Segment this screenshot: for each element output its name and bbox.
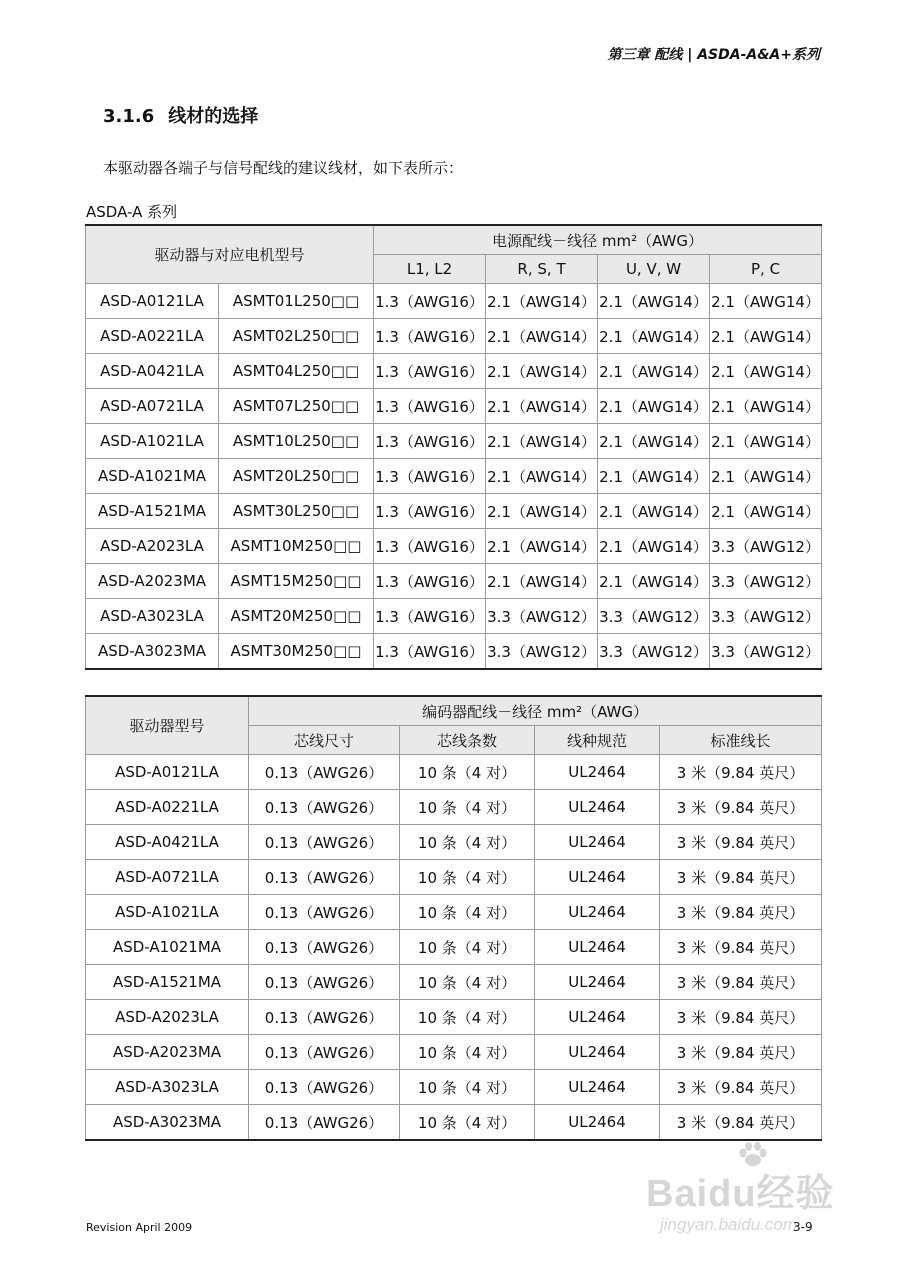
- rst-cell: 2.1（AWG14）: [486, 284, 598, 319]
- wire-size-cell: 0.13（AWG26）: [249, 930, 400, 965]
- drive-model-cell: ASD-A0421LA: [86, 825, 249, 860]
- l1-l2-cell: 1.3（AWG16）: [374, 494, 486, 529]
- pc-cell: 2.1（AWG14）: [710, 319, 822, 354]
- wire-spec-cell: UL2464: [535, 860, 660, 895]
- drive-model-cell: ASD-A3023LA: [86, 599, 219, 634]
- drive-model-cell: ASD-A2023MA: [86, 1035, 249, 1070]
- drive-model-cell: ASD-A1021LA: [86, 424, 219, 459]
- drive-model-cell: ASD-A1521MA: [86, 494, 219, 529]
- drive-model-cell: ASD-A1021MA: [86, 459, 219, 494]
- l1-l2-cell: 1.3（AWG16）: [374, 459, 486, 494]
- l1-l2-cell: 1.3（AWG16）: [374, 529, 486, 564]
- drive-model-cell: ASD-A1021LA: [86, 895, 249, 930]
- motor-model-cell: ASMT20L250□□: [219, 459, 374, 494]
- watermark-brand: Baidu经验: [646, 1173, 835, 1215]
- table-row: [86, 564, 822, 599]
- uvw-cell: 3.3（AWG12）: [598, 634, 710, 670]
- power-subheader: L1, L2: [374, 255, 486, 284]
- motor-model-cell: ASMT04L250□□: [219, 354, 374, 389]
- chapter-header: 第三章 配线 | ASDA-A&A+系列: [607, 47, 820, 63]
- pc-cell: 3.3（AWG12）: [710, 599, 822, 634]
- wire-size-cell: 0.13（AWG26）: [249, 965, 400, 1000]
- standard-length-cell: 3 米（9.84 英尺）: [660, 965, 822, 1000]
- drive-model-cell: ASD-A3023LA: [86, 1070, 249, 1105]
- rst-cell: 2.1（AWG14）: [486, 354, 598, 389]
- wire-size-cell: 0.13（AWG26）: [249, 755, 400, 790]
- encoder-col1-header: 驱动器型号: [86, 696, 249, 755]
- wire-spec-cell: UL2464: [535, 825, 660, 860]
- wire-size-cell: 0.13（AWG26）: [249, 1035, 400, 1070]
- wire-size-cell: 0.13（AWG26）: [249, 895, 400, 930]
- table-row: [86, 1070, 822, 1105]
- table-row: [86, 965, 822, 1000]
- rst-cell: 2.1（AWG14）: [486, 424, 598, 459]
- standard-length-cell: 3 米（9.84 英尺）: [660, 1070, 822, 1105]
- standard-length-cell: 3 米（9.84 英尺）: [660, 790, 822, 825]
- l1-l2-cell: 1.3（AWG16）: [374, 284, 486, 319]
- uvw-cell: 2.1（AWG14）: [598, 424, 710, 459]
- motor-model-cell: ASMT10L250□□: [219, 424, 374, 459]
- standard-length-cell: 3 米（9.84 英尺）: [660, 930, 822, 965]
- rst-cell: 2.1（AWG14）: [486, 459, 598, 494]
- encoder-subheader: 标准线长: [660, 726, 822, 755]
- uvw-cell: 3.3（AWG12）: [598, 599, 710, 634]
- section-title-text: 线材的选择: [168, 106, 259, 127]
- wire-count-cell: 10 条（4 对）: [400, 965, 535, 1000]
- table-row: [86, 634, 822, 670]
- wire-spec-cell: UL2464: [535, 965, 660, 1000]
- standard-length-cell: 3 米（9.84 英尺）: [660, 755, 822, 790]
- pc-cell: 3.3（AWG12）: [710, 634, 822, 670]
- wire-count-cell: 10 条（4 对）: [400, 790, 535, 825]
- uvw-cell: 2.1（AWG14）: [598, 284, 710, 319]
- wire-count-cell: 10 条（4 对）: [400, 1000, 535, 1035]
- pc-cell: 2.1（AWG14）: [710, 424, 822, 459]
- wire-spec-cell: UL2464: [535, 930, 660, 965]
- encoder-group-header: 编码器配线－线径 mm²（AWG）: [249, 696, 822, 726]
- wire-count-cell: 10 条（4 对）: [400, 930, 535, 965]
- wire-count-cell: 10 条（4 对）: [400, 895, 535, 930]
- pc-cell: 3.3（AWG12）: [710, 564, 822, 599]
- rst-cell: 2.1（AWG14）: [486, 494, 598, 529]
- wire-spec-cell: UL2464: [535, 1000, 660, 1035]
- series-label: ASDA-A 系列: [86, 203, 178, 221]
- rst-cell: 2.1（AWG14）: [486, 319, 598, 354]
- table-row: [86, 930, 822, 965]
- l1-l2-cell: 1.3（AWG16）: [374, 354, 486, 389]
- power-wiring-table: [85, 224, 822, 670]
- wire-size-cell: 0.13（AWG26）: [249, 1000, 400, 1035]
- baidu-watermark: [640, 1140, 880, 1240]
- drive-model-cell: ASD-A2023MA: [86, 564, 219, 599]
- l1-l2-cell: 1.3（AWG16）: [374, 319, 486, 354]
- wire-spec-cell: UL2464: [535, 895, 660, 930]
- wire-spec-cell: UL2464: [535, 1070, 660, 1105]
- pc-cell: 2.1（AWG14）: [710, 354, 822, 389]
- revision-label: Revision April 2009: [86, 1221, 193, 1234]
- wire-size-cell: 0.13（AWG26）: [249, 1070, 400, 1105]
- power-subheader: R, S, T: [486, 255, 598, 284]
- table-row: [86, 755, 822, 790]
- uvw-cell: 2.1（AWG14）: [598, 389, 710, 424]
- standard-length-cell: 3 米（9.84 英尺）: [660, 895, 822, 930]
- table-row: [86, 599, 822, 634]
- table-row: [86, 1035, 822, 1070]
- l1-l2-cell: 1.3（AWG16）: [374, 389, 486, 424]
- wire-spec-cell: UL2464: [535, 1105, 660, 1141]
- uvw-cell: 2.1（AWG14）: [598, 529, 710, 564]
- uvw-cell: 2.1（AWG14）: [598, 564, 710, 599]
- table-row: [86, 354, 822, 389]
- drive-model-cell: ASD-A0121LA: [86, 755, 249, 790]
- drive-model-cell: ASD-A0721LA: [86, 860, 249, 895]
- table-row: [86, 284, 822, 319]
- motor-model-cell: ASMT02L250□□: [219, 319, 374, 354]
- motor-model-cell: ASMT30M250□□: [219, 634, 374, 670]
- drive-model-cell: ASD-A0421LA: [86, 354, 219, 389]
- uvw-cell: 2.1（AWG14）: [598, 319, 710, 354]
- wire-spec-cell: UL2464: [535, 755, 660, 790]
- uvw-cell: 2.1（AWG14）: [598, 459, 710, 494]
- motor-model-cell: ASMT30L250□□: [219, 494, 374, 529]
- uvw-cell: 2.1（AWG14）: [598, 494, 710, 529]
- drive-model-cell: ASD-A0721LA: [86, 389, 219, 424]
- l1-l2-cell: 1.3（AWG16）: [374, 564, 486, 599]
- l1-l2-cell: 1.3（AWG16）: [374, 634, 486, 670]
- drive-model-cell: ASD-A3023MA: [86, 1105, 249, 1141]
- motor-model-cell: ASMT15M250□□: [219, 564, 374, 599]
- table-row: [86, 790, 822, 825]
- table-row: [86, 459, 822, 494]
- drive-model-cell: ASD-A2023LA: [86, 1000, 249, 1035]
- table-row: [86, 424, 822, 459]
- standard-length-cell: 3 米（9.84 英尺）: [660, 1105, 822, 1141]
- pc-cell: 3.3（AWG12）: [710, 529, 822, 564]
- section-title: [103, 102, 258, 128]
- table-row: [86, 494, 822, 529]
- motor-model-cell: ASMT07L250□□: [219, 389, 374, 424]
- pc-cell: 2.1（AWG14）: [710, 284, 822, 319]
- wire-size-cell: 0.13（AWG26）: [249, 790, 400, 825]
- section-number: 3.1.6: [103, 106, 155, 127]
- motor-model-cell: ASMT10M250□□: [219, 529, 374, 564]
- encoder-subheader: 芯线条数: [400, 726, 535, 755]
- wire-size-cell: 0.13（AWG26）: [249, 1105, 400, 1141]
- wire-count-cell: 10 条（4 对）: [400, 1070, 535, 1105]
- standard-length-cell: 3 米（9.84 英尺）: [660, 1035, 822, 1070]
- pc-cell: 2.1（AWG14）: [710, 459, 822, 494]
- drive-model-cell: ASD-A0221LA: [86, 790, 249, 825]
- table-row: [86, 860, 822, 895]
- drive-model-cell: ASD-A0121LA: [86, 284, 219, 319]
- encoder-wiring-table: [85, 695, 822, 1141]
- rst-cell: 3.3（AWG12）: [486, 599, 598, 634]
- table-row: [86, 389, 822, 424]
- power-col1-header: 驱动器与对应电机型号: [86, 225, 374, 284]
- wire-count-cell: 10 条（4 对）: [400, 1035, 535, 1070]
- intro-paragraph: 本驱动器各端子与信号配线的建议线材，如下表所示：: [103, 159, 464, 177]
- drive-model-cell: ASD-A2023LA: [86, 529, 219, 564]
- rst-cell: 3.3（AWG12）: [486, 634, 598, 670]
- wire-size-cell: 0.13（AWG26）: [249, 860, 400, 895]
- wire-spec-cell: UL2464: [535, 790, 660, 825]
- rst-cell: 2.1（AWG14）: [486, 389, 598, 424]
- encoder-subheader: 芯线尺寸: [249, 726, 400, 755]
- l1-l2-cell: 1.3（AWG16）: [374, 599, 486, 634]
- uvw-cell: 2.1（AWG14）: [598, 354, 710, 389]
- rst-cell: 2.1（AWG14）: [486, 529, 598, 564]
- pc-cell: 2.1（AWG14）: [710, 389, 822, 424]
- table-row: [86, 319, 822, 354]
- drive-model-cell: ASD-A1521MA: [86, 965, 249, 1000]
- encoder-subheader: 线种规范: [535, 726, 660, 755]
- wire-count-cell: 10 条（4 对）: [400, 860, 535, 895]
- wire-size-cell: 0.13（AWG26）: [249, 825, 400, 860]
- page-number: 3-9: [793, 1220, 813, 1234]
- drive-model-cell: ASD-A0221LA: [86, 319, 219, 354]
- motor-model-cell: ASMT20M250□□: [219, 599, 374, 634]
- l1-l2-cell: 1.3（AWG16）: [374, 424, 486, 459]
- power-subheader: P, C: [710, 255, 822, 284]
- standard-length-cell: 3 米（9.84 英尺）: [660, 825, 822, 860]
- pc-cell: 2.1（AWG14）: [710, 494, 822, 529]
- table-row: [86, 1000, 822, 1035]
- wire-count-cell: 10 条（4 对）: [400, 755, 535, 790]
- table-row: [86, 529, 822, 564]
- motor-model-cell: ASMT01L250□□: [219, 284, 374, 319]
- watermark-url: jingyan.baidu.com: [660, 1215, 798, 1234]
- table-row: [86, 895, 822, 930]
- table-row: [86, 1105, 822, 1141]
- wire-count-cell: 10 条（4 对）: [400, 825, 535, 860]
- wire-spec-cell: UL2464: [535, 1035, 660, 1070]
- standard-length-cell: 3 米（9.84 英尺）: [660, 1000, 822, 1035]
- rst-cell: 2.1（AWG14）: [486, 564, 598, 599]
- table-row: [86, 825, 822, 860]
- standard-length-cell: 3 米（9.84 英尺）: [660, 860, 822, 895]
- power-subheader: U, V, W: [598, 255, 710, 284]
- drive-model-cell: ASD-A1021MA: [86, 930, 249, 965]
- drive-model-cell: ASD-A3023MA: [86, 634, 219, 670]
- wire-count-cell: 10 条（4 对）: [400, 1105, 535, 1141]
- power-group-header: 电源配线－线径 mm²（AWG）: [374, 225, 822, 255]
